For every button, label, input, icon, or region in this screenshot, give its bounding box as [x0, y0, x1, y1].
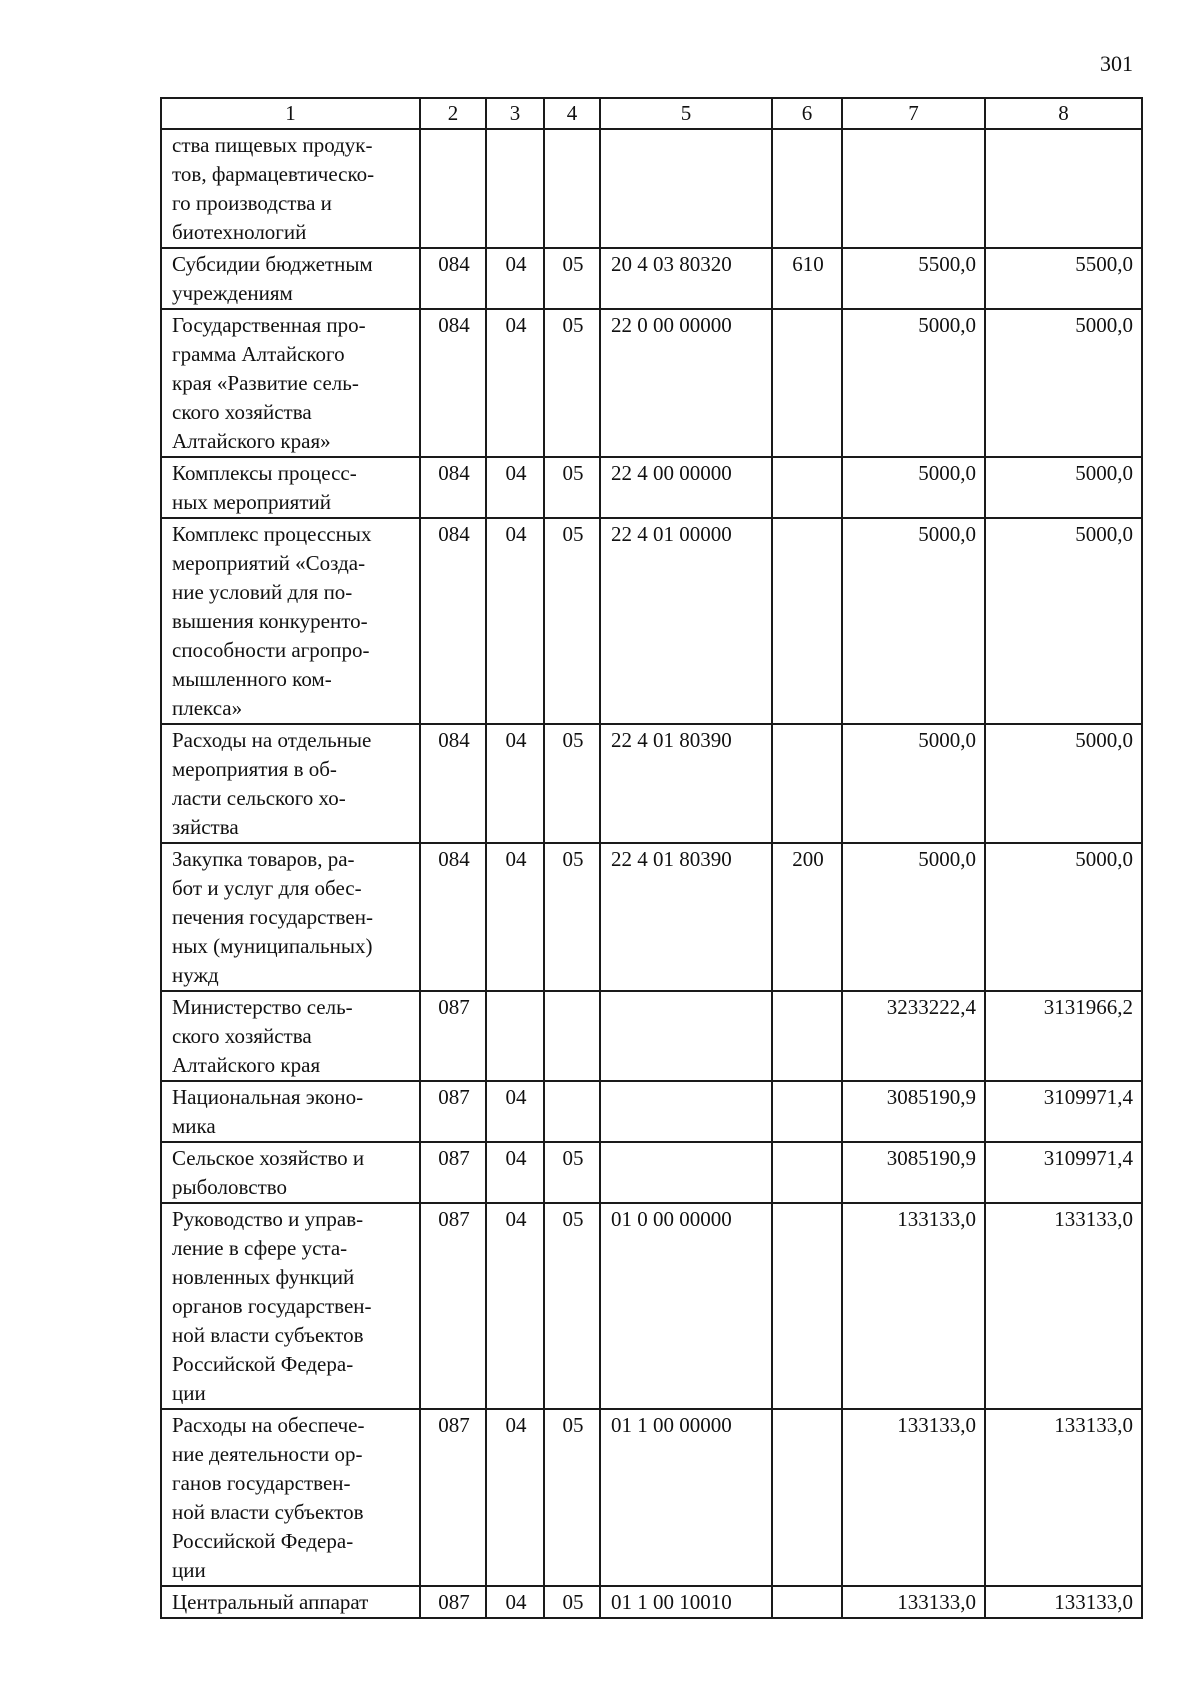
- expense-type-cell: [772, 1203, 842, 1409]
- section-cell: 04: [486, 1586, 544, 1618]
- section-cell: 04: [486, 309, 544, 457]
- code-cell: 087: [420, 1081, 486, 1142]
- code-cell: 084: [420, 248, 486, 309]
- subsection-cell: 05: [544, 843, 600, 991]
- amount-year1-cell: [842, 129, 985, 248]
- column-header: 2: [420, 98, 486, 129]
- amount-year2-cell: 5000,0: [985, 518, 1142, 724]
- section-cell: 04: [486, 518, 544, 724]
- expense-type-cell: 200: [772, 843, 842, 991]
- target-article-cell: [600, 1081, 772, 1142]
- amount-year1-cell: 5000,0: [842, 724, 985, 843]
- code-cell: 087: [420, 991, 486, 1081]
- expense-type-cell: [772, 1586, 842, 1618]
- table-row: [161, 457, 1142, 518]
- row-name-cell: Министерство сель- ского хозяйства Алтайского края: [161, 991, 420, 1081]
- target-article-cell: 22 4 00 00000: [600, 457, 772, 518]
- target-article-cell: 22 0 00 00000: [600, 309, 772, 457]
- row-name-cell: Руководство и управ- ление в сфере уста- новленных функций органов государствен- ной власти субъектов Российской Федера- ции: [161, 1203, 420, 1409]
- column-header: 3: [486, 98, 544, 129]
- column-header: 1: [161, 98, 420, 129]
- table-row: [161, 1142, 1142, 1203]
- subsection-cell: 05: [544, 518, 600, 724]
- section-cell: 04: [486, 1081, 544, 1142]
- column-header: 7: [842, 98, 985, 129]
- expense-type-cell: [772, 1081, 842, 1142]
- expense-type-cell: [772, 129, 842, 248]
- section-cell: 04: [486, 1142, 544, 1203]
- amount-year2-cell: 133133,0: [985, 1409, 1142, 1586]
- expense-type-cell: 610: [772, 248, 842, 309]
- subsection-cell: 05: [544, 248, 600, 309]
- row-name-cell: Центральный аппарат: [161, 1586, 420, 1618]
- table-row: [161, 1203, 1142, 1409]
- target-article-cell: 01 1 00 00000: [600, 1409, 772, 1586]
- subsection-cell: 05: [544, 1142, 600, 1203]
- row-name-cell: ства пищевых продук- тов, фармацевтическо- го производства и биотехнологий: [161, 129, 420, 248]
- expense-type-cell: [772, 724, 842, 843]
- row-name-cell: Комплекс процессных мероприятий «Созда- ние условий для по- вышения конкуренто- способности агропро- мышленного ком- плекса»: [161, 518, 420, 724]
- section-cell: 04: [486, 1203, 544, 1409]
- amount-year1-cell: 5000,0: [842, 457, 985, 518]
- row-name-cell: Субсидии бюджетным учреждениям: [161, 248, 420, 309]
- subsection-cell: 05: [544, 309, 600, 457]
- section-cell: 04: [486, 724, 544, 843]
- target-article-cell: [600, 1142, 772, 1203]
- amount-year1-cell: 133133,0: [842, 1586, 985, 1618]
- amount-year1-cell: 5000,0: [842, 518, 985, 724]
- table-row: [161, 248, 1142, 309]
- amount-year2-cell: 3109971,4: [985, 1081, 1142, 1142]
- table-row: [161, 309, 1142, 457]
- header-row: [161, 98, 1142, 129]
- table-row: [161, 518, 1142, 724]
- amount-year1-cell: 5500,0: [842, 248, 985, 309]
- table-row: [161, 1586, 1142, 1618]
- subsection-cell: 05: [544, 1586, 600, 1618]
- row-name-cell: Комплексы процесс- ных мероприятий: [161, 457, 420, 518]
- target-article-cell: 20 4 03 80320: [600, 248, 772, 309]
- amount-year1-cell: 3085190,9: [842, 1081, 985, 1142]
- subsection-cell: 05: [544, 1203, 600, 1409]
- target-article-cell: 22 4 01 80390: [600, 843, 772, 991]
- amount-year2-cell: 3109971,4: [985, 1142, 1142, 1203]
- amount-year2-cell: 133133,0: [985, 1586, 1142, 1618]
- subsection-cell: 05: [544, 1409, 600, 1586]
- section-cell: [486, 129, 544, 248]
- code-cell: 084: [420, 309, 486, 457]
- table-row: [161, 843, 1142, 991]
- expense-type-cell: [772, 309, 842, 457]
- amount-year1-cell: 3233222,4: [842, 991, 985, 1081]
- target-article-cell: 22 4 01 80390: [600, 724, 772, 843]
- amount-year2-cell: 3131966,2: [985, 991, 1142, 1081]
- amount-year2-cell: [985, 129, 1142, 248]
- code-cell: 084: [420, 518, 486, 724]
- target-article-cell: [600, 991, 772, 1081]
- subsection-cell: 05: [544, 457, 600, 518]
- subsection-cell: 05: [544, 724, 600, 843]
- column-header: 4: [544, 98, 600, 129]
- amount-year2-cell: 5000,0: [985, 309, 1142, 457]
- expense-type-cell: [772, 457, 842, 518]
- amount-year2-cell: 133133,0: [985, 1203, 1142, 1409]
- table-row: [161, 1409, 1142, 1586]
- section-cell: 04: [486, 248, 544, 309]
- code-cell: [420, 129, 486, 248]
- row-name-cell: Расходы на отдельные мероприятия в об- ласти сельского хо- зяйства: [161, 724, 420, 843]
- amount-year2-cell: 5000,0: [985, 457, 1142, 518]
- code-cell: 084: [420, 724, 486, 843]
- table-row: [161, 724, 1142, 843]
- subsection-cell: [544, 1081, 600, 1142]
- table-row: [161, 129, 1142, 248]
- code-cell: 087: [420, 1203, 486, 1409]
- row-name-cell: Государственная про- грамма Алтайского края «Развитие сель- ского хозяйства Алтайского края»: [161, 309, 420, 457]
- page-number: 301: [1100, 51, 1133, 76]
- target-article-cell: 01 1 00 10010: [600, 1586, 772, 1618]
- section-cell: 04: [486, 843, 544, 991]
- amount-year1-cell: 5000,0: [842, 309, 985, 457]
- row-name-cell: Сельское хозяйство и рыболовство: [161, 1142, 420, 1203]
- expense-type-cell: [772, 518, 842, 724]
- expense-type-cell: [772, 991, 842, 1081]
- table-row: [161, 991, 1142, 1081]
- target-article-cell: 22 4 01 00000: [600, 518, 772, 724]
- section-cell: [486, 991, 544, 1081]
- target-article-cell: [600, 129, 772, 248]
- code-cell: 084: [420, 457, 486, 518]
- row-name-cell: Расходы на обеспече- ние деятельности ор- ганов государствен- ной власти субъектов Российской Федера- ции: [161, 1409, 420, 1586]
- expense-type-cell: [772, 1142, 842, 1203]
- amount-year1-cell: 133133,0: [842, 1409, 985, 1586]
- section-cell: 04: [486, 1409, 544, 1586]
- target-article-cell: 01 0 00 00000: [600, 1203, 772, 1409]
- column-header: 6: [772, 98, 842, 129]
- code-cell: 087: [420, 1142, 486, 1203]
- column-header: 8: [985, 98, 1142, 129]
- amount-year1-cell: 133133,0: [842, 1203, 985, 1409]
- code-cell: 084: [420, 843, 486, 991]
- subsection-cell: [544, 129, 600, 248]
- section-cell: 04: [486, 457, 544, 518]
- amount-year1-cell: 3085190,9: [842, 1142, 985, 1203]
- amount-year2-cell: 5000,0: [985, 724, 1142, 843]
- table-body: [161, 129, 1142, 1618]
- code-cell: 087: [420, 1586, 486, 1618]
- budget-table: [160, 97, 1143, 1619]
- code-cell: 087: [420, 1409, 486, 1586]
- amount-year2-cell: 5500,0: [985, 248, 1142, 309]
- amount-year2-cell: 5000,0: [985, 843, 1142, 991]
- column-header: 5: [600, 98, 772, 129]
- row-name-cell: Закупка товаров, ра- бот и услуг для обес- печения государствен- ных (муниципальных) нужд: [161, 843, 420, 991]
- row-name-cell: Национальная эконо- мика: [161, 1081, 420, 1142]
- amount-year1-cell: 5000,0: [842, 843, 985, 991]
- expense-type-cell: [772, 1409, 842, 1586]
- table-row: [161, 1081, 1142, 1142]
- subsection-cell: [544, 991, 600, 1081]
